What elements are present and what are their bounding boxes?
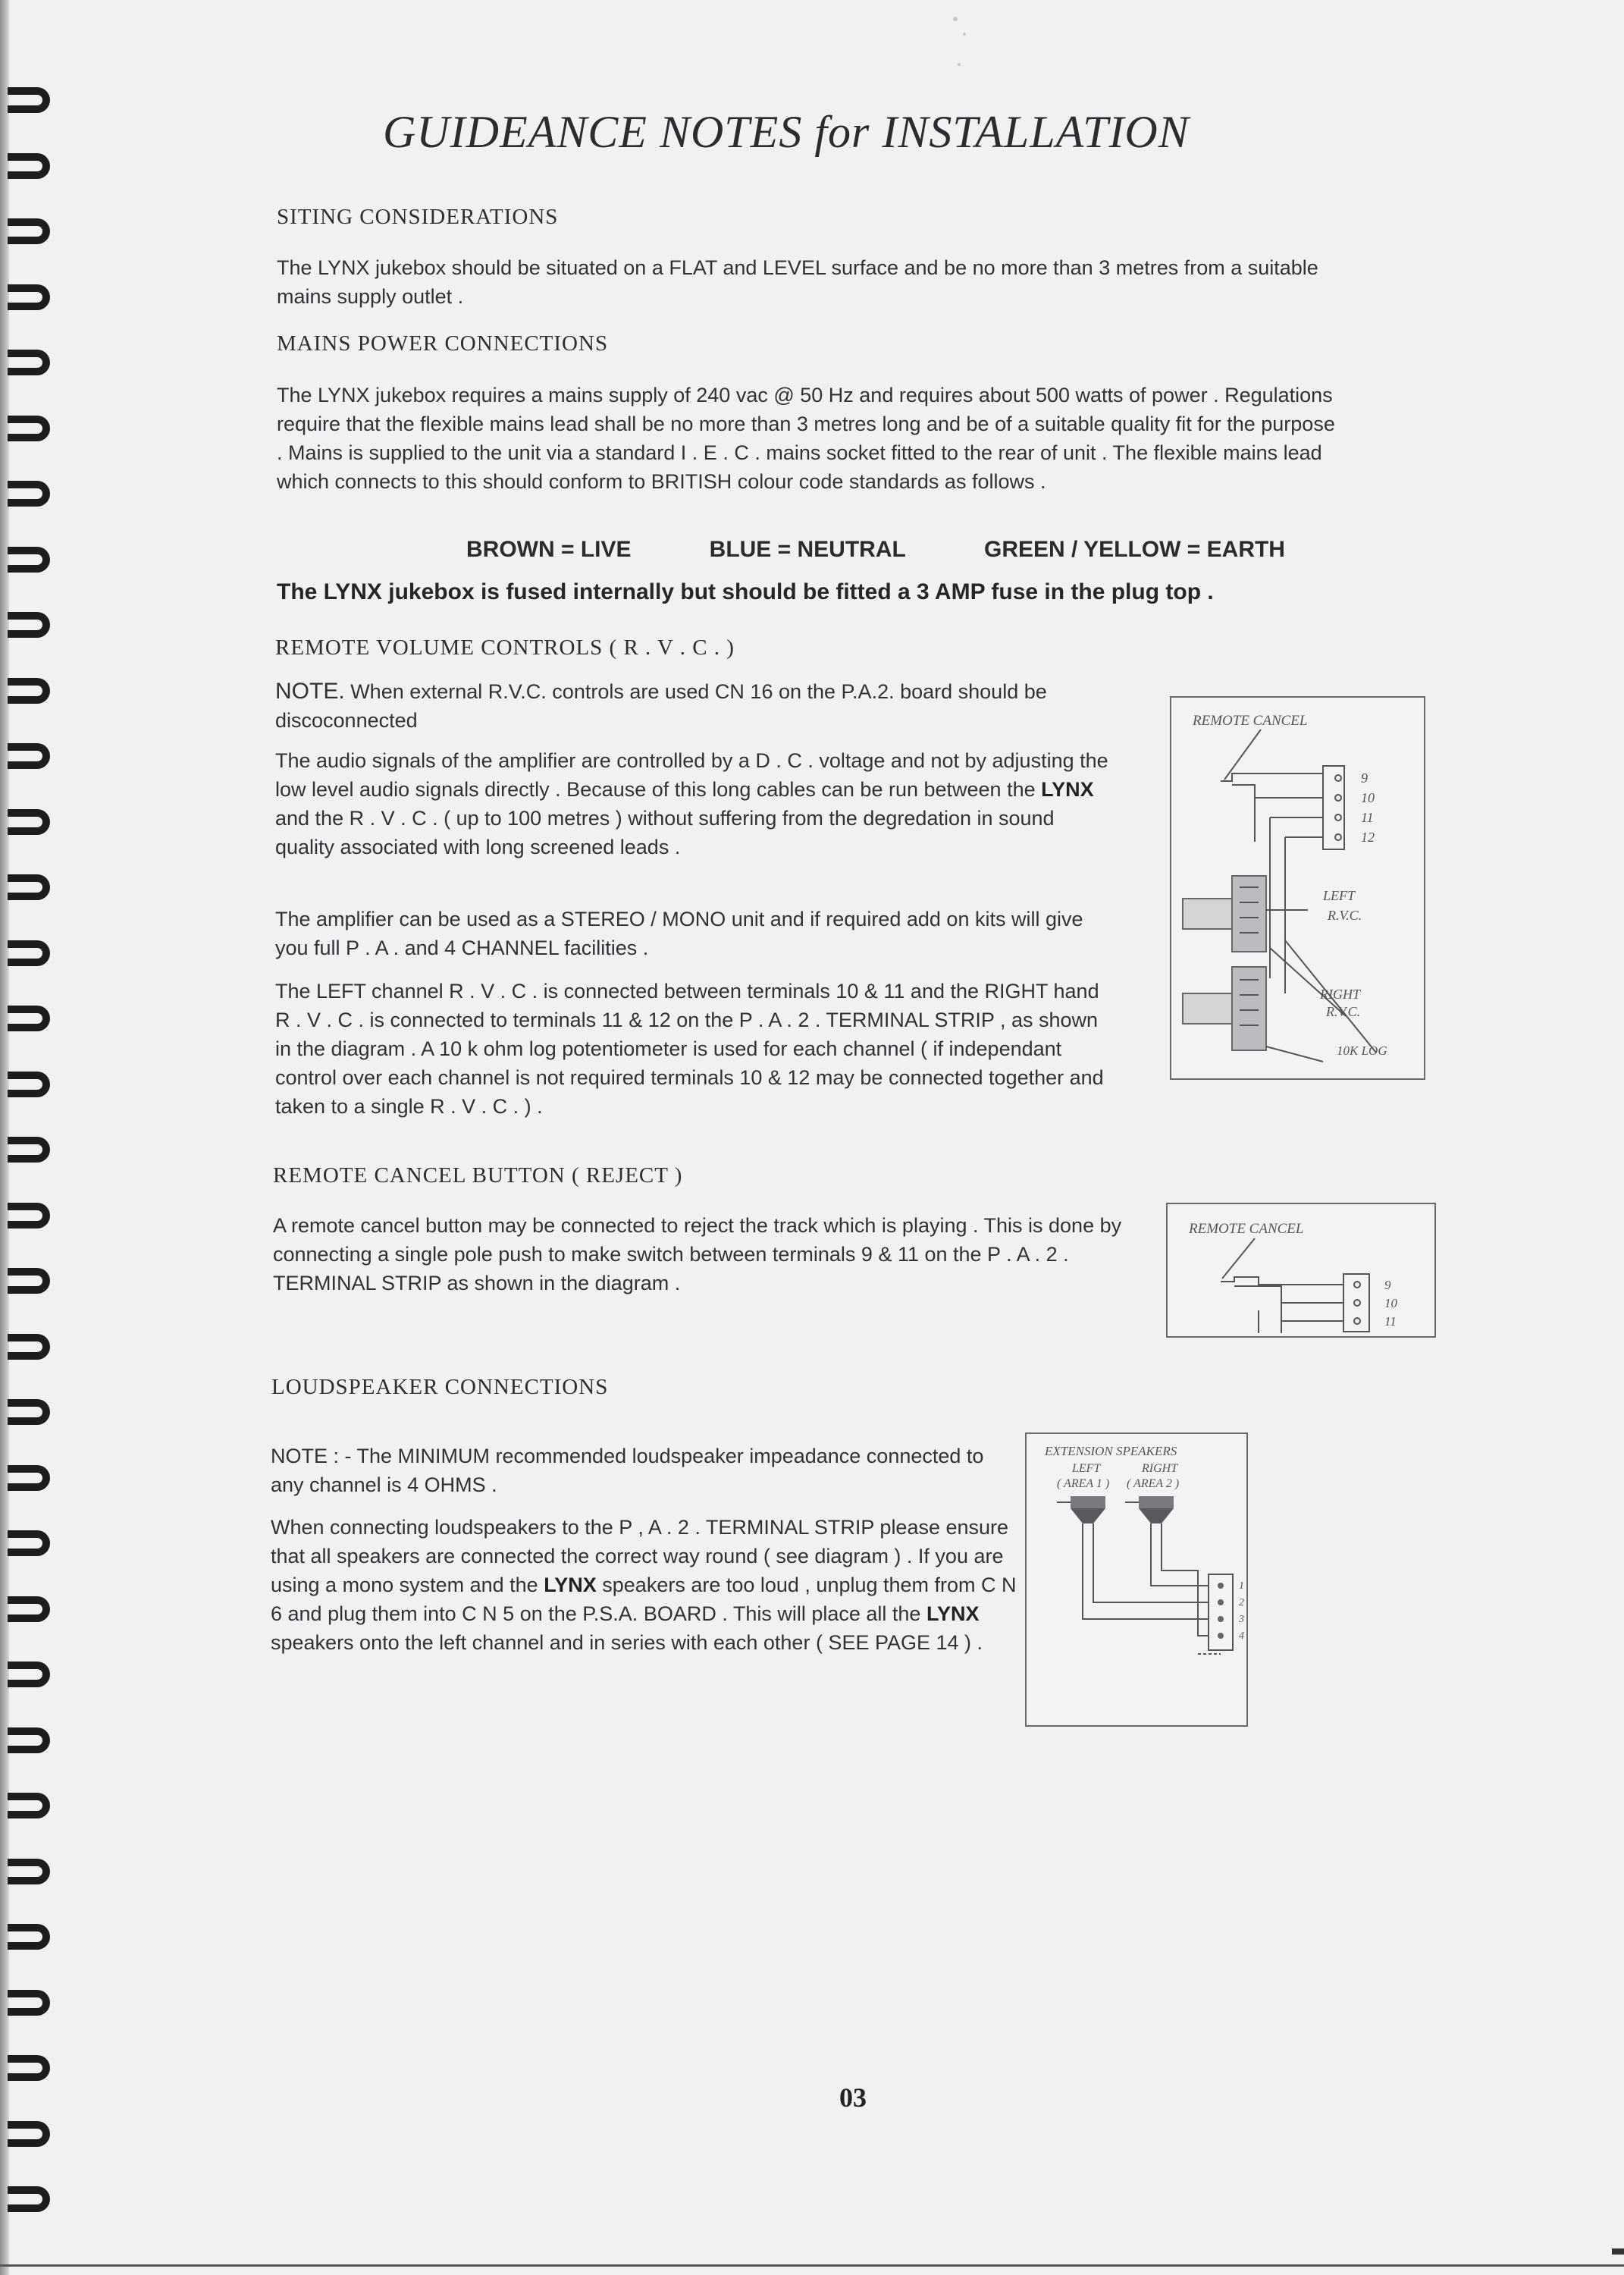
binding-ring [8, 2055, 50, 2081]
binding-ring [8, 1859, 50, 1884]
speaker-right-label: RIGHT [1142, 1462, 1178, 1475]
binding-ring [8, 1727, 50, 1753]
mains-heading: MAINS POWER CONNECTIONS [277, 331, 609, 356]
speakers-heading: LOUDSPEAKER CONNECTIONS [271, 1375, 609, 1399]
speaker-right-area: ( AREA 2 ) [1127, 1477, 1180, 1490]
siting-heading: SITING CONSIDERATIONS [277, 205, 559, 229]
rvc-terminal-12: 12 [1361, 830, 1375, 845]
cancel-terminal-10: 10 [1384, 1296, 1397, 1310]
speakers-text-b: speakers are too loud , unplug them from C N 6 and plug them into C N 5 on the P.S.A. BOARD . This will place all the [271, 1574, 1017, 1625]
scan-speck [948, 11, 978, 80]
binding-ring [8, 874, 50, 900]
wire-colour-codes [466, 537, 1285, 563]
mains-text: The LYNX jukebox requires a mains supply of 240 vac @ 50 Hz and requires about 500 watts of power . Regulations require that the flexible mains lead shall be no more than 3 metres long and be of a suitable quality fit for the purpose . Mains is supplied to the unit via a standard I . E . C . mains socket fitted to the rear of unit . The flexible mains lead which connects to this should conform to BRITISH colour code standards as follows . [277, 384, 1335, 493]
rvc-terminal-9: 9 [1361, 770, 1368, 786]
rvc-left-label-2: R.V.C. [1328, 908, 1362, 923]
rvc-paragraph-2: The amplifier can be used as a STEREO / MONO unit and if required add on kits will give you full P . A . and 4 CHANNEL facilities . [275, 908, 1083, 959]
rvc-p1-lynx: LYNX [1041, 778, 1094, 801]
rvc-right-label-2: R.V.C. [1326, 1004, 1361, 1019]
binding-ring [8, 416, 50, 441]
rvc-terminal-10: 10 [1361, 790, 1375, 805]
cancel-wiring-diagram [1166, 1203, 1436, 1338]
speakers-text [271, 1513, 1021, 1657]
rvc-pot-label: 10K LOG [1337, 1043, 1387, 1058]
binding-ring [8, 1072, 50, 1097]
wire-neutral: BLUE = NEUTRAL [709, 537, 906, 562]
binding-ring [8, 218, 50, 244]
binding-ring [8, 284, 50, 310]
scan-corner-mark [1612, 2248, 1624, 2255]
speaker-terminal-strip [1218, 1583, 1224, 1639]
rvc-paragraph-1 [275, 746, 1117, 861]
speaker-wiring-svg [1027, 1434, 1249, 1728]
binding-ring [8, 1793, 50, 1818]
rvc-right-label-1: RIGHT [1320, 987, 1360, 1002]
left-potentiometer [1183, 876, 1266, 952]
binding-ring [8, 1596, 50, 1622]
binding-ring [8, 743, 50, 769]
rvc-terminal-strip [1335, 775, 1341, 840]
speaker-left-label: LEFT [1072, 1462, 1101, 1475]
wire-live: BROWN = LIVE [466, 537, 632, 562]
cancel-heading: REMOTE CANCEL BUTTON ( REJECT ) [273, 1163, 683, 1188]
binding-ring [8, 87, 50, 113]
binding-ring [8, 350, 50, 375]
speakers-lynx-2: LYNX [926, 1602, 980, 1625]
speaker-terminal-4: 4 [1239, 1630, 1244, 1642]
binding-ring [8, 678, 50, 704]
speaker-wiring-diagram [1025, 1432, 1248, 1727]
binding-ring [8, 2121, 50, 2147]
cancel-terminal-11: 11 [1384, 1314, 1397, 1329]
speakers-text-a: When connecting loudspeakers to the P , A . 2 . TERMINAL STRIP please ensure that all speakers are connected the correct way round ( see diagram ) . If you are using a mono system and the [271, 1516, 1009, 1596]
rvc-terminal-11: 11 [1361, 810, 1374, 825]
binding-ring [8, 1006, 50, 1031]
rvc-diagram-title: REMOTE CANCEL [1193, 713, 1308, 729]
binding-ring [8, 1203, 50, 1228]
left-speaker-icon [1057, 1496, 1105, 1523]
rvc-paragraph-3: The LEFT channel R . V . C . is connected between terminals 10 & 11 and the RIGHT hand R . V . C . is connected to terminals 11 & 12 on the P . A . 2 . TERMINAL STRIP , as shown in the diagram . A 10 k ohm log potentiometer is used for each channel ( if independant control over each channel is not required terminals 10 & 12 may be connected together and taken to a single R . V . C . ) . [275, 980, 1104, 1118]
speakers-lynx-1: LYNX [544, 1574, 597, 1596]
speaker-diagram-title: EXTENSION SPEAKERS [1045, 1444, 1177, 1458]
rvc-heading: REMOTE VOLUME CONTROLS ( R . V . C . ) [275, 635, 735, 660]
spiral-binding [8, 0, 55, 2275]
speakers-text-c: speakers onto the left channel and in series with each other ( SEE PAGE 14 ) . [271, 1631, 983, 1654]
speaker-left-area: ( AREA 1 ) [1057, 1477, 1110, 1490]
wire-earth: GREEN / YELLOW = EARTH [983, 537, 1285, 562]
rvc-p1-text-b: and the R . V . C . ( up to 100 metres ) without suffering from the degredation in sound quality associated with long screened leads . [275, 807, 1055, 858]
cancel-terminal-strip [1354, 1282, 1360, 1324]
right-potentiometer [1183, 967, 1266, 1050]
page-bottom-edge [0, 2264, 1624, 2267]
rvc-wiring-diagram [1170, 696, 1425, 1080]
speakers-note: NOTE : - The MINIMUM recommended loudspeaker impeadance connected to any channel is 4 OHMS . [271, 1445, 984, 1496]
rvc-p1-text-a: The audio signals of the amplifier are controlled by a D . C . voltage and not by adjusting the low level audio signals directly . Because of this long cables can be run between the [275, 749, 1108, 801]
binding-ring [8, 1334, 50, 1360]
rvc-note-text: When external R.V.C. controls are used CN 16 on the P.A.2. board should be discoconnected [275, 680, 1047, 732]
binding-ring [8, 1268, 50, 1294]
page-title: GUIDEANCE NOTES for INSTALLATION [383, 107, 1190, 157]
rvc-wiring-svg [1171, 698, 1427, 1081]
rvc-left-label-1: LEFT [1323, 888, 1356, 903]
cancel-wiring-svg [1168, 1204, 1437, 1339]
binding-ring [8, 612, 50, 638]
fuse-note: The LYNX jukebox is fused internally but should be fitted a 3 AMP fuse in the plug top . [277, 579, 1214, 604]
binding-ring [8, 1662, 50, 1687]
binding-ring [8, 1137, 50, 1163]
binding-ring [8, 153, 50, 179]
binding-ring [8, 1990, 50, 2016]
page-number: 03 [839, 2082, 867, 2113]
speaker-terminal-2: 2 [1239, 1597, 1244, 1608]
binding-ring [8, 940, 50, 966]
right-speaker-icon [1125, 1496, 1174, 1523]
cancel-text: A remote cancel button may be connected to reject the track which is playing . This is done by connecting a single pole push to make switch between terminals 9 & 11 on the P . A . 2 . TERMINAL STRIP as shown in the diagram . [273, 1214, 1122, 1294]
binding-ring [8, 481, 50, 507]
binding-ring [8, 1465, 50, 1491]
binding-ring [8, 1399, 50, 1425]
binding-ring [8, 809, 50, 835]
speaker-terminal-1: 1 [1239, 1580, 1244, 1592]
cancel-terminal-9: 9 [1384, 1278, 1391, 1292]
speaker-terminal-3: 3 [1239, 1614, 1244, 1625]
binding-ring [8, 1530, 50, 1556]
rvc-note [275, 677, 1117, 735]
binding-ring [8, 1924, 50, 1950]
cancel-diagram-title: REMOTE CANCEL [1189, 1221, 1304, 1237]
siting-text: The LYNX jukebox should be situated on a FLAT and LEVEL surface and be no more than 3 metres from a suitable mains supply outlet . [277, 256, 1318, 308]
binding-ring [8, 2186, 50, 2212]
rvc-note-label: NOTE. [275, 679, 345, 704]
binding-ring [8, 547, 50, 573]
